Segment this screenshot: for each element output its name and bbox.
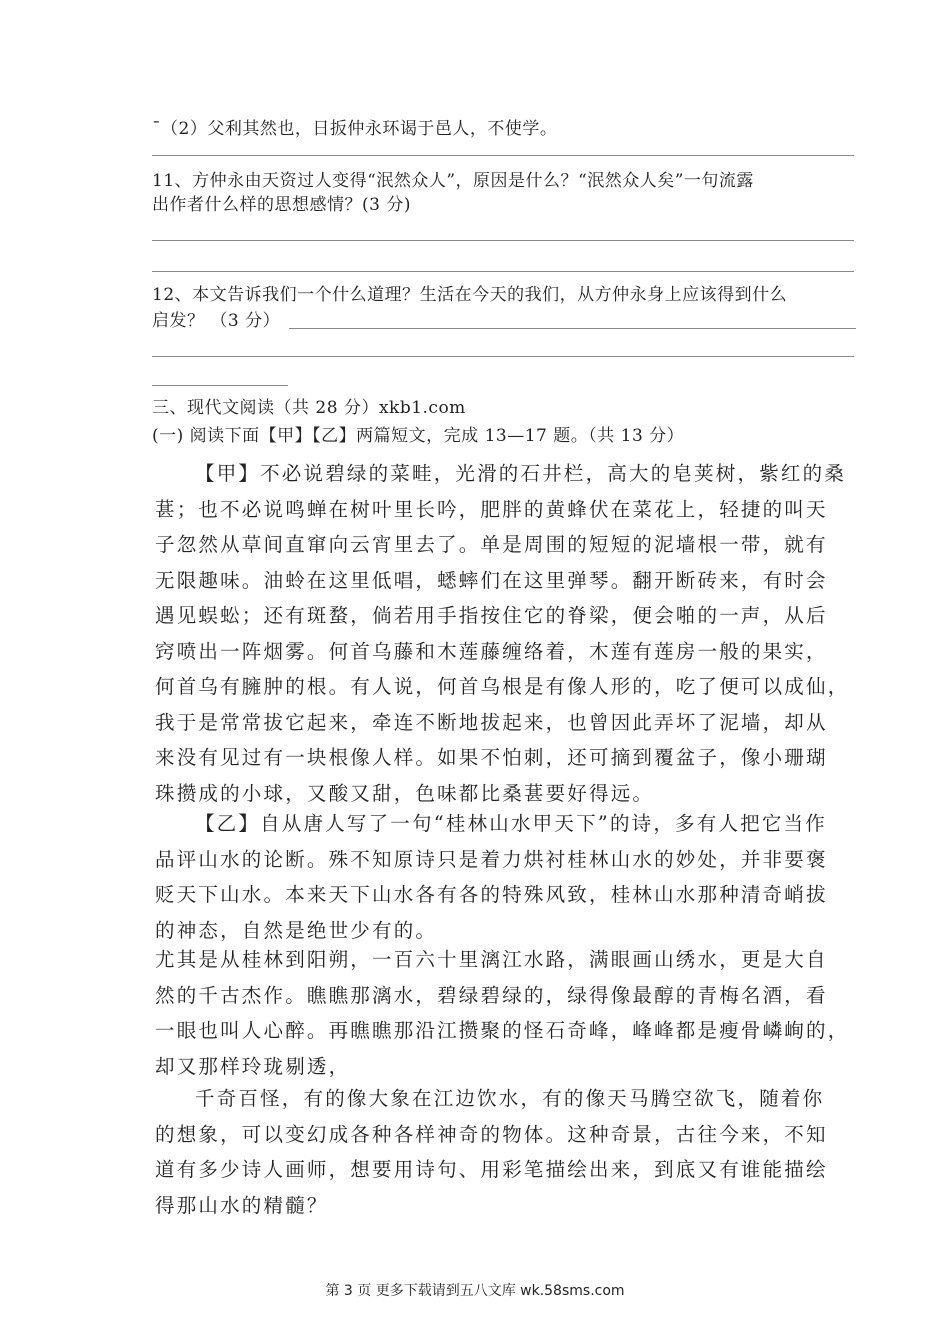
passage-line: 的神态，自然是绝世少有的。 (155, 918, 438, 942)
passage-b (155, 806, 855, 948)
answer-line (152, 356, 854, 357)
passage-line: 千奇百怪，有的像大象在江边饮水，有的像天马腾空欲飞，随着你 (195, 1087, 825, 1110)
passage-line: 【乙】自从唐人写了一句“桂林山水甲天下”的诗，多有人把它当作 (195, 812, 827, 835)
passage-line: 葚；也不必说鸣蝉在树叶里长吟，肥胖的黄蜂伏在菜花上，轻捷的叫天 (155, 497, 828, 521)
passage-line: 道有多少诗人画师，想要用诗句、用彩笔描绘出来，到底又有谁能描绘 (155, 1158, 828, 1181)
question-11-line1: 11、方仲永由天资过人变得“泯然众人”，原因是什么？“泯然众人矣”一句流露 (152, 171, 754, 191)
passage-line: 品评山水的论断。殊不知原诗只是着力烘衬桂林山水的妙处，并非要褒 (155, 847, 828, 871)
passage-a (155, 456, 855, 811)
section-title: 三、现代文阅读（共 28 分）xkb1.com (152, 398, 466, 418)
passage-b-final (155, 1081, 855, 1223)
answer-line (152, 240, 854, 241)
separator-line (152, 385, 288, 386)
passage-line: 得那山水的精髓？ (155, 1193, 329, 1217)
passage-line: 何首乌有臃肿的根。有人说，何首乌根是有像人形的，吃了便可以成仙， (155, 675, 850, 698)
question-12-line1: 12、本文告诉我们一个什么道理？生活在今天的我们，从方仲永身上应该得到什么 (152, 285, 788, 305)
answer-line (152, 271, 854, 272)
passage-line: 然的千古杰作。瞧瞧那漓水，碧绿碧绿的，绿得像最醇的青梅名酒，看 (155, 983, 828, 1007)
passage-line: 的想象，可以变幻成各种各样神奇的物体。这种奇景，古往今来，不知 (155, 1122, 828, 1146)
passage-line: 来没有见过有一块根像人样。如果不怕刺，还可摘到覆盆子，像小珊瑚 (155, 746, 828, 769)
passage-line: 珠攒成的小球，又酸又甜，色味都比桑葚要好得远。 (155, 781, 655, 805)
passage-line: 窍喷出一阵烟雾。何首乌藤和木莲藤缠络着，木莲有莲房一般的果实， (155, 639, 828, 663)
answer-line (289, 328, 856, 329)
passage-line: 我于是常常拔它起来，牵连不断地拔起来，也曾因此弄坏了泥墙，却从 (155, 710, 828, 734)
passage-line: 贬天下山水。本来天下山水各有各的特殊风致，桂林山水那种清奇峭拔 (155, 883, 828, 906)
answer-line (152, 155, 854, 156)
question-11-line2: 出作者什么样的思想感情？(3 分) (152, 195, 411, 215)
passage-line: 子忽然从草间直窜向云宵里去了。单是周围的短短的泥墙根一带，就有 (155, 533, 828, 556)
section-intro: (一) 阅读下面【甲】【乙】两篇短文，完成 13—17 题。（共 13 分） (152, 426, 685, 446)
passage-line: 无限趣味。油蛉在这里低唱，蟋蟀们在这里弹琴。翻开断砖来，有时会 (155, 568, 828, 592)
passage-b-continued (155, 942, 855, 1084)
passage-line: 遇见蜈蚣；还有斑蝥，倘若用手指按住它的脊梁，便会啪的一声，从后 (155, 604, 828, 627)
passage-line: 却又那样玲珑剔透， (155, 1054, 351, 1078)
passage-line: 尤其是从桂林到阳朔，一百六十里漓江水路，满眼画山绣水，更是大自 (155, 948, 828, 971)
passage-line: 一眼也叫人心醉。再瞧瞧那沿江攒聚的怪石奇峰，峰峰都是瘦骨嶙峋的， (155, 1019, 850, 1042)
page-footer: 第 3 页 更多下载请到五八文库 wk.58sms.com (325, 1283, 625, 1299)
question-10-2: ¯（2）父利其然也，日扳仲永环谒于邑人，不使学。 (152, 119, 558, 139)
question-12-line2: 启发？ （3 分） (152, 311, 281, 331)
passage-line: 【甲】不必说碧绿的菜畦，光滑的石井栏，高大的皂荚树，紫红的桑 (195, 462, 847, 485)
